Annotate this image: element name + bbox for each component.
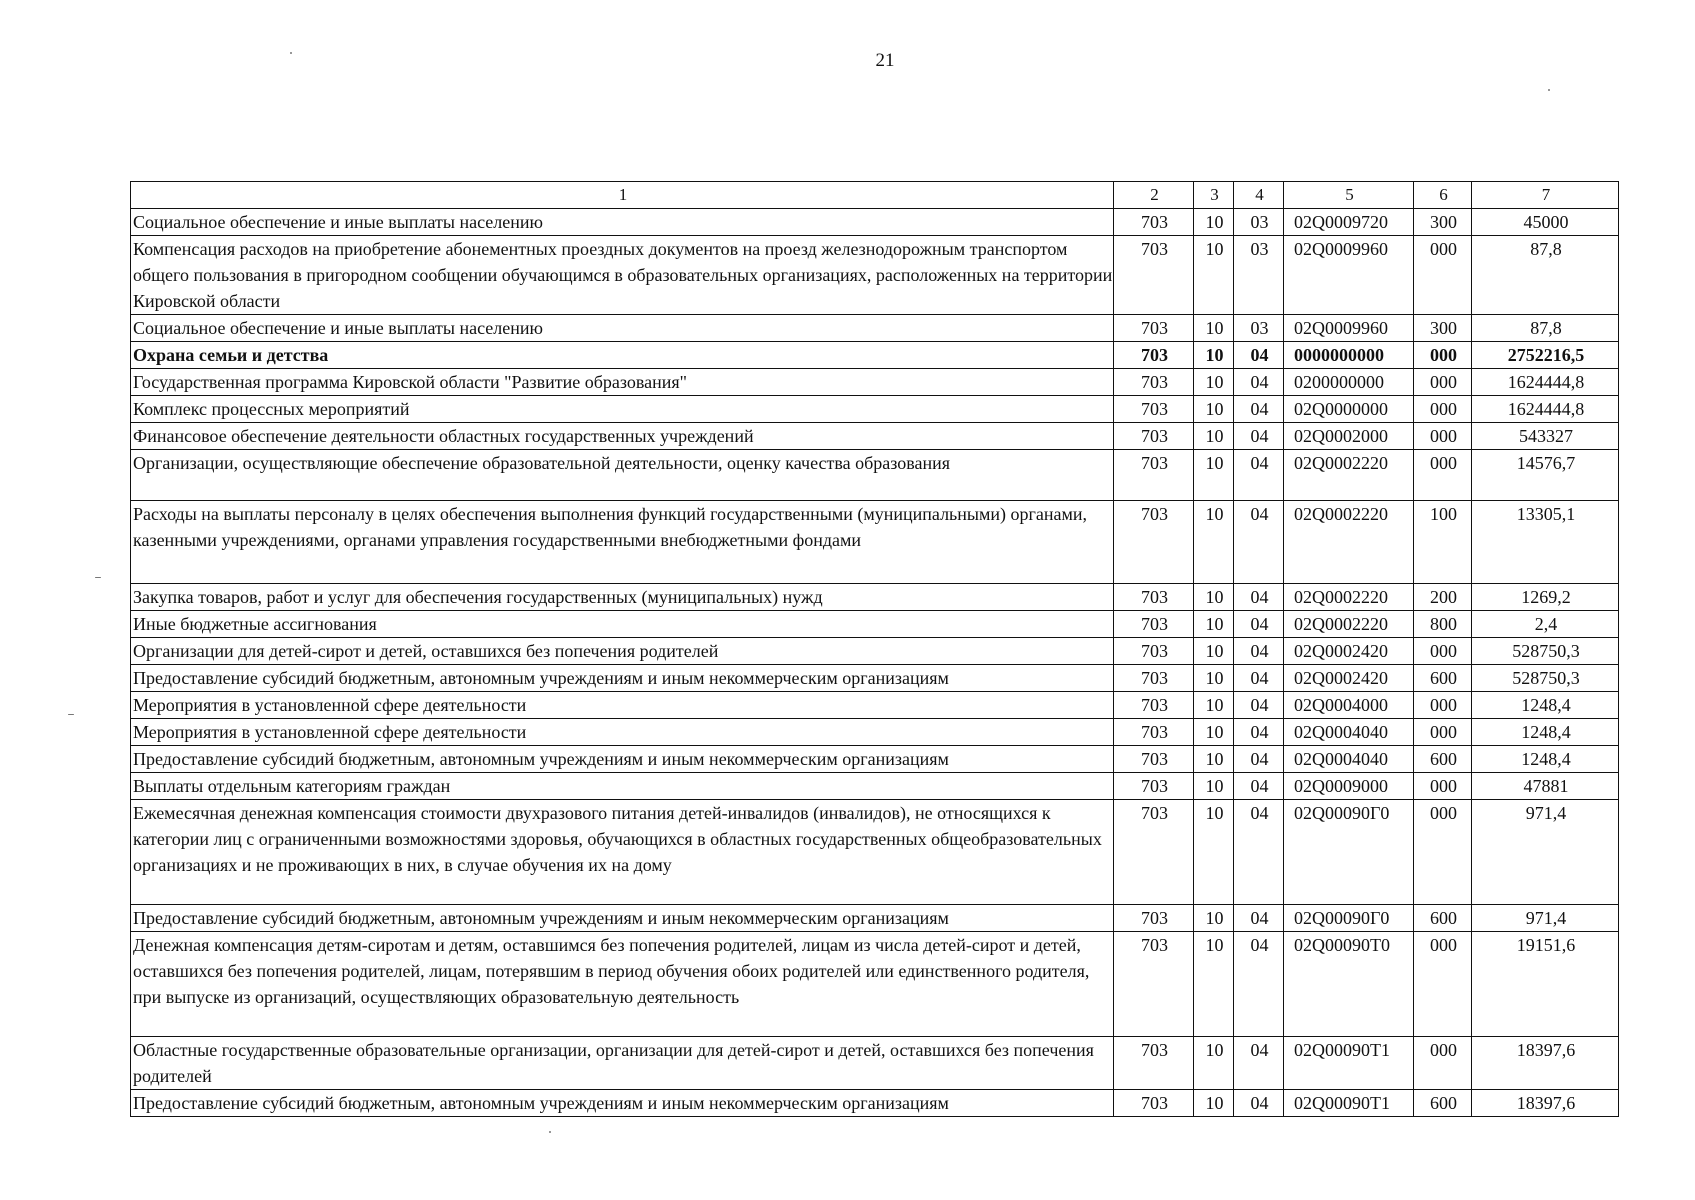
table-row [131, 773, 1619, 800]
row-name: Денежная компенсация детям-сиротам и детям, оставшимся без попечения родителей, лицам из числа детей-сирот и детей, оставшихся без попечения родителей, лицам, потерявшим в период обучения обоих родителей или единственного родителя, при выпуске из организаций, осуществляющих образовательную деятельность [131, 932, 1114, 1037]
row-target-code: 02Q00090Т1 [1284, 1037, 1414, 1090]
table-row [131, 692, 1619, 719]
row-subsection-code: 04 [1234, 342, 1284, 369]
row-amount: 87,8 [1472, 315, 1619, 342]
row-target-code: 02Q0002220 [1284, 450, 1414, 501]
row-name: Закупка товаров, работ и услуг для обеспечения государственных (муниципальных) нужд [131, 584, 1114, 611]
row-amount: 971,4 [1472, 905, 1619, 932]
row-expense-type: 600 [1414, 746, 1472, 773]
row-target-code: 02Q0002420 [1284, 638, 1414, 665]
row-section-code: 10 [1194, 315, 1234, 342]
row-target-code: 02Q0009000 [1284, 773, 1414, 800]
row-name: Областные государственные образовательные организации, организации для детей-сирот и детей, оставшихся без попечения родителей [131, 1037, 1114, 1090]
row-subsection-code: 03 [1234, 315, 1284, 342]
row-section-code: 10 [1194, 773, 1234, 800]
scan-speck [1548, 89, 1550, 91]
row-subsection-code: 04 [1234, 1037, 1284, 1090]
table-row [131, 369, 1619, 396]
row-expense-type: 000 [1414, 450, 1472, 501]
row-section-code: 10 [1194, 209, 1234, 236]
table-row [131, 236, 1619, 315]
row-name: Предоставление субсидий бюджетным, автономным учреждениям и иным некоммерческим организациям [131, 746, 1114, 773]
row-subsection-code: 04 [1234, 719, 1284, 746]
row-ministry-code: 703 [1114, 665, 1194, 692]
row-expense-type: 000 [1414, 638, 1472, 665]
row-target-code: 02Q00090Т1 [1284, 1090, 1414, 1117]
row-target-code: 02Q0009960 [1284, 315, 1414, 342]
row-section-code: 10 [1194, 932, 1234, 1037]
row-section-code: 10 [1194, 665, 1234, 692]
row-expense-type: 000 [1414, 236, 1472, 315]
row-ministry-code: 703 [1114, 1090, 1194, 1117]
column-header: 6 [1414, 182, 1472, 209]
row-expense-type: 000 [1414, 800, 1472, 905]
row-subsection-code: 04 [1234, 905, 1284, 932]
row-ministry-code: 703 [1114, 209, 1194, 236]
row-expense-type: 600 [1414, 665, 1472, 692]
table-row [131, 638, 1619, 665]
row-expense-type: 800 [1414, 611, 1472, 638]
row-amount: 13305,1 [1472, 501, 1619, 584]
row-target-code: 02Q00090Г0 [1284, 800, 1414, 905]
row-subsection-code: 03 [1234, 209, 1284, 236]
scan-speck [95, 577, 101, 578]
row-ministry-code: 703 [1114, 1037, 1194, 1090]
row-name: Выплаты отдельным категориям граждан [131, 773, 1114, 800]
row-expense-type: 000 [1414, 773, 1472, 800]
row-target-code: 0200000000 [1284, 369, 1414, 396]
row-amount: 1248,4 [1472, 746, 1619, 773]
row-ministry-code: 703 [1114, 450, 1194, 501]
row-subsection-code: 04 [1234, 665, 1284, 692]
table-header-row [131, 182, 1619, 209]
row-subsection-code: 04 [1234, 423, 1284, 450]
row-target-code: 02Q0002220 [1284, 501, 1414, 584]
row-subsection-code: 04 [1234, 1090, 1284, 1117]
row-expense-type: 000 [1414, 396, 1472, 423]
row-amount: 1248,4 [1472, 719, 1619, 746]
table-row [131, 342, 1619, 369]
row-name: Предоставление субсидий бюджетным, автономным учреждениям и иным некоммерческим организациям [131, 665, 1114, 692]
row-ministry-code: 703 [1114, 692, 1194, 719]
row-ministry-code: 703 [1114, 423, 1194, 450]
row-section-code: 10 [1194, 342, 1234, 369]
row-target-code: 02Q0002000 [1284, 423, 1414, 450]
row-expense-type: 600 [1414, 1090, 1472, 1117]
table-row [131, 932, 1619, 1037]
row-section-code: 10 [1194, 692, 1234, 719]
row-target-code: 02Q0002220 [1284, 611, 1414, 638]
row-amount: 1269,2 [1472, 584, 1619, 611]
row-target-code: 02Q0002220 [1284, 584, 1414, 611]
scan-speck [68, 714, 74, 715]
row-subsection-code: 04 [1234, 584, 1284, 611]
column-header: 4 [1234, 182, 1284, 209]
row-ministry-code: 703 [1114, 501, 1194, 584]
row-ministry-code: 703 [1114, 800, 1194, 905]
table-row [131, 905, 1619, 932]
budget-table [130, 181, 1619, 1117]
row-expense-type: 000 [1414, 692, 1472, 719]
row-ministry-code: 703 [1114, 396, 1194, 423]
row-name: Государственная программа Кировской области "Развитие образования" [131, 369, 1114, 396]
row-ministry-code: 703 [1114, 932, 1194, 1037]
table-row [131, 611, 1619, 638]
row-section-code: 10 [1194, 638, 1234, 665]
row-subsection-code: 04 [1234, 746, 1284, 773]
row-ministry-code: 703 [1114, 905, 1194, 932]
row-section-code: 10 [1194, 719, 1234, 746]
row-ministry-code: 703 [1114, 236, 1194, 315]
page-number: 21 [875, 50, 895, 71]
column-header: 1 [131, 182, 1114, 209]
row-target-code: 0000000000 [1284, 342, 1414, 369]
row-ministry-code: 703 [1114, 611, 1194, 638]
row-amount: 971,4 [1472, 800, 1619, 905]
table-row [131, 315, 1619, 342]
table-row [131, 1090, 1619, 1117]
row-subsection-code: 04 [1234, 638, 1284, 665]
row-ministry-code: 703 [1114, 369, 1194, 396]
row-ministry-code: 703 [1114, 315, 1194, 342]
row-ministry-code: 703 [1114, 584, 1194, 611]
table-row [131, 719, 1619, 746]
row-name: Мероприятия в установленной сфере деятельности [131, 692, 1114, 719]
row-amount: 2,4 [1472, 611, 1619, 638]
row-name: Расходы на выплаты персоналу в целях обеспечения выполнения функций государственными (муниципальными) органами, казенными учреждениями, органами управления государственными внебюджетными фондами [131, 501, 1114, 584]
row-name: Предоставление субсидий бюджетным, автономным учреждениям и иным некоммерческим организациям [131, 905, 1114, 932]
row-subsection-code: 04 [1234, 501, 1284, 584]
row-target-code: 02Q0009960 [1284, 236, 1414, 315]
column-header: 5 [1284, 182, 1414, 209]
table-row [131, 501, 1619, 584]
scan-speck [549, 1131, 551, 1133]
row-section-code: 10 [1194, 369, 1234, 396]
table-row [131, 396, 1619, 423]
row-name: Мероприятия в установленной сфере деятельности [131, 719, 1114, 746]
row-target-code: 02Q0004040 [1284, 746, 1414, 773]
row-subsection-code: 04 [1234, 932, 1284, 1037]
row-name: Иные бюджетные ассигнования [131, 611, 1114, 638]
row-ministry-code: 703 [1114, 719, 1194, 746]
scan-speck [290, 52, 292, 54]
row-target-code: 02Q0000000 [1284, 396, 1414, 423]
column-header: 7 [1472, 182, 1619, 209]
row-target-code: 02Q0004000 [1284, 692, 1414, 719]
row-amount: 19151,6 [1472, 932, 1619, 1037]
row-target-code: 02Q00090Г0 [1284, 905, 1414, 932]
table-row [131, 423, 1619, 450]
row-target-code: 02Q0002420 [1284, 665, 1414, 692]
row-expense-type: 000 [1414, 369, 1472, 396]
row-name: Организации, осуществляющие обеспечение образовательной деятельности, оценку качества образования [131, 450, 1114, 501]
row-section-code: 10 [1194, 746, 1234, 773]
row-expense-type: 300 [1414, 209, 1472, 236]
row-name: Финансовое обеспечение деятельности областных государственных учреждений [131, 423, 1114, 450]
row-subsection-code: 04 [1234, 692, 1284, 719]
row-amount: 2752216,5 [1472, 342, 1619, 369]
row-amount: 87,8 [1472, 236, 1619, 315]
row-section-code: 10 [1194, 584, 1234, 611]
row-section-code: 10 [1194, 396, 1234, 423]
row-amount: 45000 [1472, 209, 1619, 236]
row-section-code: 10 [1194, 1037, 1234, 1090]
row-expense-type: 000 [1414, 423, 1472, 450]
row-ministry-code: 703 [1114, 638, 1194, 665]
row-subsection-code: 04 [1234, 773, 1284, 800]
row-section-code: 10 [1194, 423, 1234, 450]
row-subsection-code: 04 [1234, 396, 1284, 423]
row-name: Ежемесячная денежная компенсация стоимости двухразового питания детей-инвалидов (инвалидов), не относящихся к категории лиц с ограниченными возможностями здоровья, обучающихся в областных государственных общеобразовательных организациях и не проживающих в них, в случае обучения их на дому [131, 800, 1114, 905]
row-subsection-code: 04 [1234, 800, 1284, 905]
row-amount: 47881 [1472, 773, 1619, 800]
row-name: Компенсация расходов на приобретение абонементных проездных документов на проезд железнодорожным транспортом общего пользования в пригородном сообщении обучающимся в образовательных организациях, расположенных на территории Кировской области [131, 236, 1114, 315]
row-name: Социальное обеспечение и иные выплаты населению [131, 209, 1114, 236]
row-target-code: 02Q0004040 [1284, 719, 1414, 746]
row-expense-type: 600 [1414, 905, 1472, 932]
row-amount: 18397,6 [1472, 1037, 1619, 1090]
table-row [131, 746, 1619, 773]
row-amount: 1248,4 [1472, 692, 1619, 719]
row-amount: 18397,6 [1472, 1090, 1619, 1117]
row-expense-type: 200 [1414, 584, 1472, 611]
row-name: Охрана семьи и детства [131, 342, 1114, 369]
row-amount: 543327 [1472, 423, 1619, 450]
table-row [131, 800, 1619, 905]
column-header: 3 [1194, 182, 1234, 209]
row-expense-type: 000 [1414, 932, 1472, 1037]
table-row [131, 1037, 1619, 1090]
row-ministry-code: 703 [1114, 342, 1194, 369]
row-amount: 528750,3 [1472, 665, 1619, 692]
row-section-code: 10 [1194, 236, 1234, 315]
table-row [131, 209, 1619, 236]
row-amount: 1624444,8 [1472, 396, 1619, 423]
row-expense-type: 000 [1414, 342, 1472, 369]
table-row [131, 584, 1619, 611]
row-ministry-code: 703 [1114, 773, 1194, 800]
row-subsection-code: 04 [1234, 369, 1284, 396]
row-section-code: 10 [1194, 501, 1234, 584]
row-ministry-code: 703 [1114, 746, 1194, 773]
row-name: Предоставление субсидий бюджетным, автономным учреждениям и иным некоммерческим организациям [131, 1090, 1114, 1117]
row-subsection-code: 03 [1234, 236, 1284, 315]
row-expense-type: 000 [1414, 1037, 1472, 1090]
table-row [131, 665, 1619, 692]
row-section-code: 10 [1194, 450, 1234, 501]
row-section-code: 10 [1194, 1090, 1234, 1117]
row-target-code: 02Q00090Т0 [1284, 932, 1414, 1037]
row-target-code: 02Q0009720 [1284, 209, 1414, 236]
row-section-code: 10 [1194, 800, 1234, 905]
table-row [131, 450, 1619, 501]
row-subsection-code: 04 [1234, 450, 1284, 501]
row-expense-type: 100 [1414, 501, 1472, 584]
row-amount: 14576,7 [1472, 450, 1619, 501]
row-subsection-code: 04 [1234, 611, 1284, 638]
row-section-code: 10 [1194, 611, 1234, 638]
column-header: 2 [1114, 182, 1194, 209]
row-expense-type: 000 [1414, 719, 1472, 746]
row-expense-type: 300 [1414, 315, 1472, 342]
row-name: Комплекс процессных мероприятий [131, 396, 1114, 423]
row-name: Социальное обеспечение и иные выплаты населению [131, 315, 1114, 342]
row-name: Организации для детей-сирот и детей, оставшихся без попечения родителей [131, 638, 1114, 665]
row-section-code: 10 [1194, 905, 1234, 932]
row-amount: 1624444,8 [1472, 369, 1619, 396]
row-amount: 528750,3 [1472, 638, 1619, 665]
